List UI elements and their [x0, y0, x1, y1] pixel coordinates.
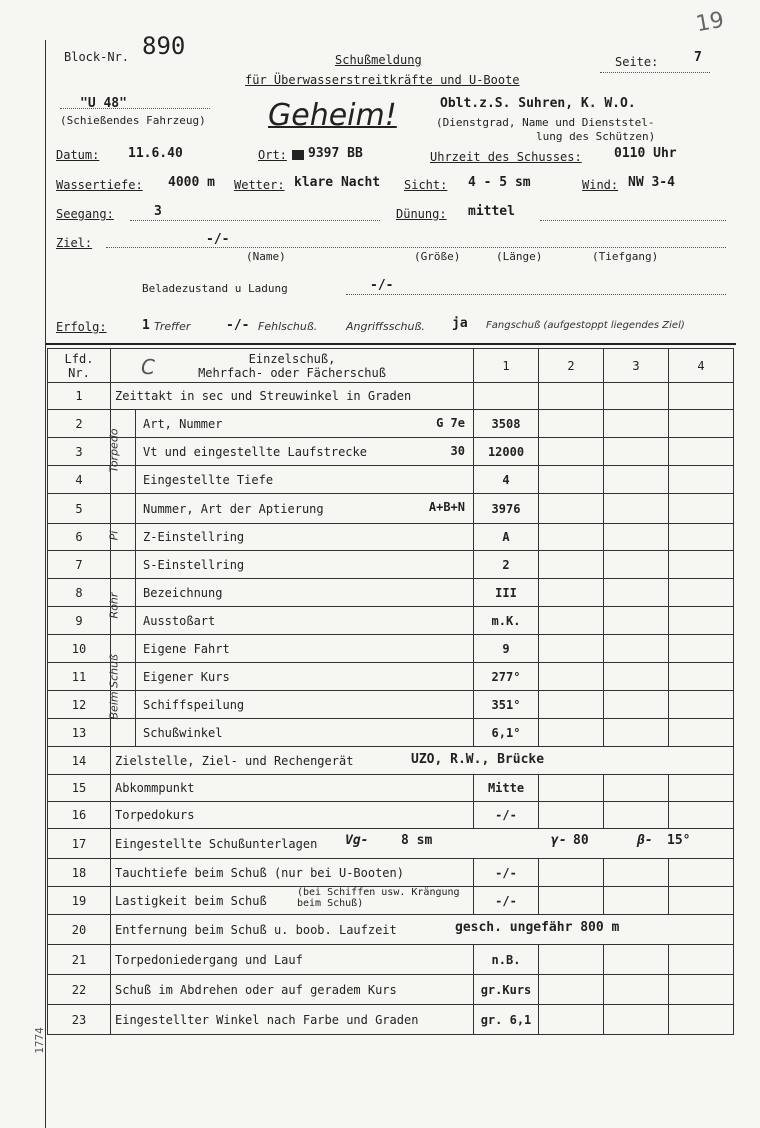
row-label: Eigener Kurs [143, 669, 230, 684]
row-label-cell [111, 410, 474, 438]
table-row [48, 438, 734, 466]
empty-cell [604, 551, 669, 579]
swell-line [540, 220, 726, 221]
row-note: (bei Schiffen usw. Krängung beim Schuß) [297, 887, 460, 909]
group-divider [135, 635, 136, 662]
empty-cell [539, 859, 604, 887]
table-row [48, 410, 734, 438]
row-label-cell [111, 494, 474, 524]
sight-label: Sicht: [404, 178, 448, 192]
empty-cell [539, 383, 604, 410]
load-line [346, 294, 726, 295]
row17-vg-value: 8 sm [401, 833, 433, 848]
row-number: 23 [48, 1005, 111, 1035]
row-note: G 7e [436, 416, 465, 430]
table-row [48, 915, 734, 945]
row-label-cell [111, 747, 734, 775]
empty-cell [604, 635, 669, 663]
row-label-cell [111, 975, 474, 1005]
row-label-cell [111, 775, 474, 802]
row-number: 1 [48, 383, 111, 410]
row-value: Mitte [474, 775, 539, 802]
row-number: 9 [48, 607, 111, 635]
result-misses: Fehlschuß. [258, 320, 318, 333]
group-beim-schuss: Beim Schuß [107, 654, 121, 720]
group-pi: Pi [107, 530, 121, 540]
row-label: Vt und eingestellte Laufstrecke [143, 444, 367, 459]
table-row [48, 383, 734, 410]
empty-cell [604, 775, 669, 802]
target-line [106, 247, 726, 248]
row-label-cell [111, 635, 474, 663]
row-number: 13 [48, 719, 111, 747]
empty-cell [539, 410, 604, 438]
row-label: Eingestellter Winkel nach Farbe und Graden [115, 1012, 419, 1027]
wind-value: NW 3-4 [628, 175, 675, 190]
empty-cell [539, 975, 604, 1005]
head-col-2: 2 [539, 349, 604, 383]
head-col-3: 3 [604, 349, 669, 383]
row-label: Nummer, Art der Aptierung [143, 501, 324, 516]
empty-cell [669, 691, 734, 719]
depth-value: 4000 m [168, 175, 215, 190]
row-label: S-Einstellring [143, 557, 245, 572]
empty-cell [539, 719, 604, 747]
row17-vg-label: Vg- [345, 833, 369, 848]
table-row [48, 494, 734, 524]
result-attack-value: ja [452, 316, 468, 331]
row-value: gr. 6,1 [474, 1005, 539, 1035]
empty-cell [604, 579, 669, 607]
row-label-cell [111, 829, 734, 859]
depth-label: Wassertiefe: [56, 178, 143, 192]
row-note: A+B+N [428, 500, 465, 514]
load-value: -/- [370, 278, 394, 293]
head-type [111, 349, 474, 383]
row-value: 12000 [474, 438, 539, 466]
row-number: 5 [48, 494, 111, 524]
result-hits: Treffer [154, 320, 191, 333]
row-number: 17 [48, 829, 111, 859]
block-number: 890 [142, 32, 186, 60]
row-label: Torpedoniedergang und Lauf [115, 952, 303, 967]
group-divider [135, 524, 136, 550]
row-number: 4 [48, 466, 111, 494]
empty-cell [604, 887, 669, 915]
table-row [48, 887, 734, 915]
row-value: UZO, R.W., Brücke [411, 752, 545, 767]
officer-label-2: lung des Schützen) [536, 130, 656, 143]
row-label: Torpedokurs [115, 808, 195, 822]
table-row [48, 975, 734, 1005]
table-row [48, 607, 734, 635]
row-label-cell [111, 887, 474, 915]
empty-cell [669, 945, 734, 975]
officer-label-1: (Dienstgrad, Name und Dienststel- [436, 116, 655, 129]
row-number: 22 [48, 975, 111, 1005]
row-number: 14 [48, 747, 111, 775]
group-divider [135, 663, 136, 690]
row-label-cell [111, 802, 474, 829]
group-divider [135, 691, 136, 718]
empty-cell [604, 945, 669, 975]
empty-cell [669, 579, 734, 607]
table-row [48, 579, 734, 607]
row-label-cell [111, 1005, 474, 1035]
row-label: Bezeichnung [143, 585, 223, 600]
group-divider [135, 579, 136, 606]
row-value: 2 [474, 551, 539, 579]
empty-cell [669, 635, 734, 663]
result-attack: Angriffsschuß. [346, 320, 425, 333]
row-label: Schußwinkel [143, 725, 223, 740]
row-number: 3 [48, 438, 111, 466]
table-row [48, 551, 734, 579]
row-label: Abkommpunkt [115, 781, 195, 795]
row-value: -/- [474, 887, 539, 915]
shot-table [47, 348, 734, 1035]
empty-cell [669, 887, 734, 915]
row-value: A [474, 524, 539, 551]
target-label: Ziel: [56, 236, 93, 250]
row-value: gr.Kurs [474, 975, 539, 1005]
empty-cell [669, 438, 734, 466]
time-label: Uhrzeit des Schusses: [430, 150, 582, 164]
target-length-caption: (Länge) [496, 250, 543, 263]
group-divider [135, 494, 136, 523]
sea-line [130, 220, 380, 221]
row-value: n.B. [474, 945, 539, 975]
head-nr [48, 349, 111, 383]
empty-cell [539, 494, 604, 524]
result-misses-value: -/- [226, 318, 250, 333]
group-divider [135, 438, 136, 465]
empty-cell [604, 466, 669, 494]
empty-cell [669, 663, 734, 691]
page-line [600, 72, 710, 73]
row-value: 3976 [474, 494, 539, 524]
row-value: 277° [474, 663, 539, 691]
swell-label: Dünung: [396, 207, 447, 221]
row-number: 15 [48, 775, 111, 802]
date-label: Datum: [56, 148, 100, 162]
secret-stamp: Geheim! [268, 98, 397, 133]
row17-y-label: γ- [551, 833, 567, 848]
weather-value: klare Nacht [294, 175, 381, 190]
corner-mark: 19 [694, 7, 726, 38]
wind-label: Wind: [582, 178, 619, 192]
row-number: 16 [48, 802, 111, 829]
group-divider [135, 551, 136, 578]
row-label-cell [111, 466, 474, 494]
empty-cell [539, 887, 604, 915]
empty-cell [669, 524, 734, 551]
row17-b-label: β- [637, 833, 653, 848]
row-number: 21 [48, 945, 111, 975]
empty-cell [539, 551, 604, 579]
row-number: 11 [48, 663, 111, 691]
sea-value: 3 [154, 204, 162, 219]
empty-cell [539, 691, 604, 719]
empty-cell [604, 524, 669, 551]
row-label: Eigene Fahrt [143, 641, 230, 656]
table-row [48, 859, 734, 887]
empty-cell [669, 719, 734, 747]
empty-cell [604, 719, 669, 747]
row-value: -/- [474, 802, 539, 829]
group-rohr: Rohr [107, 592, 121, 619]
empty-cell [669, 802, 734, 829]
document-subtitle: für Überwasserstreitkräfte und U-Boote [245, 73, 520, 87]
row-label-cell [111, 945, 474, 975]
page-number: 7 [694, 50, 702, 65]
table-row [48, 775, 734, 802]
table-row [48, 802, 734, 829]
empty-cell [604, 494, 669, 524]
head-type-mark: C [141, 355, 155, 379]
row-number: 19 [48, 887, 111, 915]
empty-cell [539, 579, 604, 607]
vessel-value: "U 48" [80, 96, 127, 111]
sea-label: Seegang: [56, 207, 114, 221]
target-size-caption: (Größe) [414, 250, 461, 263]
empty-cell [669, 410, 734, 438]
target-draft-caption: (Tiefgang) [592, 250, 659, 263]
row-label-cell [111, 383, 474, 410]
row-label-cell [111, 551, 474, 579]
group-torpedo: Torpedo [107, 428, 121, 473]
row-label: Art, Nummer [143, 416, 223, 431]
row-label-cell [111, 859, 474, 887]
header-divider [46, 343, 736, 345]
row-value: III [474, 579, 539, 607]
table-row [48, 1005, 734, 1035]
row-value: -/- [474, 859, 539, 887]
empty-cell [669, 775, 734, 802]
empty-cell [604, 410, 669, 438]
empty-cell [669, 607, 734, 635]
empty-cell [539, 663, 604, 691]
row-note: 30 [450, 444, 465, 458]
row-number: 12 [48, 691, 111, 719]
row-label-cell [111, 719, 474, 747]
row-number: 2 [48, 410, 111, 438]
row-value: 6,1° [474, 719, 539, 747]
row-number: 8 [48, 579, 111, 607]
empty-cell [539, 438, 604, 466]
empty-cell [604, 802, 669, 829]
empty-cell [604, 859, 669, 887]
empty-cell [669, 494, 734, 524]
row-label-cell [111, 438, 474, 466]
head-type-line-1: Einzelschuß, [248, 351, 336, 366]
table-row [48, 719, 734, 747]
row-value: 4 [474, 466, 539, 494]
result-catch: Fangschuß (aufgestoppt liegendes Ziel) [486, 320, 685, 331]
result-label: Erfolg: [56, 320, 107, 334]
officer-value: Oblt.z.S. Suhren, K. W.O. [440, 96, 636, 111]
head-col-1: 1 [474, 349, 539, 383]
row-label-cell [111, 524, 474, 551]
row17-y-value: 80 [573, 833, 589, 848]
group-divider [135, 466, 136, 493]
table-row [48, 691, 734, 719]
group-divider [135, 719, 136, 746]
empty-cell [669, 383, 734, 410]
group-divider [135, 410, 136, 437]
page-label: Seite: [615, 55, 659, 69]
row-label: Zeittakt in sec und Streuwinkel in Graden [115, 389, 412, 403]
empty-cell [669, 859, 734, 887]
load-label: Beladezustand u Ladung [142, 282, 288, 295]
row-label: Lastigkeit beim Schuß [115, 893, 267, 908]
target-name-caption: (Name) [246, 250, 286, 263]
empty-cell [669, 551, 734, 579]
time-value: 0110 Uhr [614, 146, 677, 161]
row-label-cell [111, 607, 474, 635]
row-label-cell [111, 691, 474, 719]
empty-cell [539, 775, 604, 802]
row17-b-value: 15° [667, 833, 691, 848]
row-value: 9 [474, 635, 539, 663]
block-label: Block-Nr. [64, 50, 130, 64]
row-label: Eingestellte Tiefe [143, 472, 274, 487]
left-margin-line [45, 40, 46, 1128]
row-number: 10 [48, 635, 111, 663]
empty-cell [669, 1005, 734, 1035]
group-divider [135, 607, 136, 634]
empty-cell [604, 1005, 669, 1035]
empty-cell [604, 975, 669, 1005]
row-number: 6 [48, 524, 111, 551]
document-title: Schußmeldung [335, 53, 422, 67]
margin-note: 1774 [32, 1027, 46, 1054]
table-row [48, 829, 734, 859]
empty-cell [539, 524, 604, 551]
empty-cell [604, 607, 669, 635]
row-label: Ausstoßart [143, 613, 216, 628]
empty-cell [669, 466, 734, 494]
row-label: Schiffspeilung [143, 697, 245, 712]
empty-cell [539, 607, 604, 635]
row-label: Entfernung beim Schuß u. boob. Laufzeit [115, 922, 397, 937]
row-label-cell [111, 915, 734, 945]
row-label-cell [111, 579, 474, 607]
empty-cell [604, 663, 669, 691]
target-value: -/- [206, 232, 230, 247]
empty-cell [539, 1005, 604, 1035]
table-row [48, 663, 734, 691]
row-value: 3508 [474, 410, 539, 438]
row-number: 18 [48, 859, 111, 887]
row-label: Schuß im Abdrehen oder auf geradem Kurs [115, 982, 397, 997]
row-value [474, 383, 539, 410]
weather-label: Wetter: [234, 178, 285, 192]
sight-value: 4 - 5 sm [468, 175, 531, 190]
grid-square-icon [292, 150, 304, 160]
row-label: Tauchtiefe beim Schuß (nur bei U-Booten) [115, 865, 404, 880]
empty-cell [539, 945, 604, 975]
empty-cell [604, 438, 669, 466]
row-label-cell [111, 663, 474, 691]
vessel-label: (Schießendes Fahrzeug) [60, 114, 206, 127]
place-value: 9397 BB [308, 146, 363, 161]
table-row [48, 635, 734, 663]
row-number: 7 [48, 551, 111, 579]
empty-cell [539, 635, 604, 663]
row-value: gesch. ungefähr 800 m [455, 920, 620, 935]
swell-value: mittel [468, 204, 515, 219]
vessel-line [60, 108, 210, 109]
head-col-4: 4 [669, 349, 734, 383]
head-type-line-2: Mehrfach- oder Fächerschuß [198, 365, 386, 380]
row-value: 351° [474, 691, 539, 719]
empty-cell [669, 975, 734, 1005]
table-row [48, 747, 734, 775]
row-number: 20 [48, 915, 111, 945]
row-label: Zielstelle, Ziel- und Rechengerät [115, 753, 354, 768]
table-row [48, 524, 734, 551]
empty-cell [604, 691, 669, 719]
head-nr-line-2: Nr. [68, 365, 90, 380]
table-row [48, 466, 734, 494]
empty-cell [604, 383, 669, 410]
result-hits-value: 1 [142, 318, 150, 333]
row-label: Eingestellte Schußunterlagen [115, 836, 318, 851]
row-label: Z-Einstellring [143, 530, 245, 544]
date-value: 11.6.40 [128, 146, 183, 161]
row-value: m.K. [474, 607, 539, 635]
empty-cell [539, 466, 604, 494]
head-nr-line-1: Lfd. [64, 351, 94, 366]
place-label: Ort: [258, 148, 287, 162]
table-row [48, 945, 734, 975]
empty-cell [539, 802, 604, 829]
